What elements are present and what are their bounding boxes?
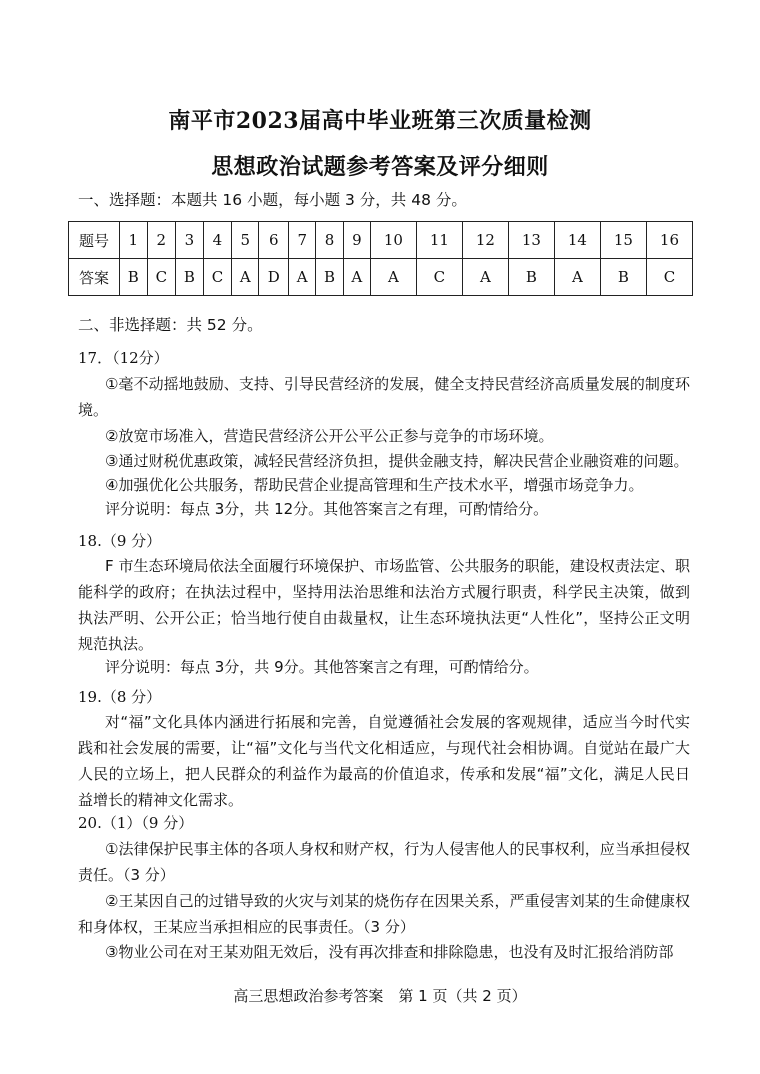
- answer-cell: B: [316, 259, 344, 296]
- question-number-cell: 4: [203, 222, 232, 259]
- question-17-point-4: ④加强优化公共服务，帮助民营企业提高管理和生产技术水平，增强市场竞争力。: [105, 476, 644, 494]
- answer-cell: C: [646, 259, 692, 296]
- question-number-cell: 15: [600, 222, 646, 259]
- page-footer: 高三思想政治参考答案 第 1 页（共 2 页）: [233, 987, 527, 1005]
- question-17-label: 17．（12分）: [78, 349, 169, 367]
- answer-cell: C: [203, 259, 232, 296]
- question-17-point-2: ②放宽市场准入，营造民营经济公开公平公正参与竞争的市场环境。: [105, 427, 554, 445]
- question-number-cell: 3: [176, 222, 204, 259]
- question-number-cell: 5: [232, 222, 259, 259]
- question-18-label: 18.（9 分）: [78, 532, 162, 550]
- question-20-point-1: ①法律保护民事主体的各项人身权和财产权，行为人侵害他人的民事权利，应当承担侵权责任。（3 分）: [78, 840, 690, 884]
- answer-cell: D: [259, 259, 289, 296]
- question-20-point-3: ③物业公司在对王某劝阻无效后，没有再次排查和排除隐患，也没有及时汇报给消防部: [105, 943, 674, 961]
- question-number-cell: 1: [120, 222, 148, 259]
- question-18-scoring-note: 评分说明：每点 3分，共 9分。其他答案言之有理，可酌情给分。: [105, 658, 539, 676]
- section-1-heading: 一、选择题：本题共 16 小题，每小题 3 分，共 48 分。: [78, 191, 467, 209]
- question-number-cell: 7: [289, 222, 316, 259]
- page-title: 南平市2023届高中毕业班第三次质量检测: [168, 108, 592, 134]
- question-number-cell: 8: [316, 222, 344, 259]
- question-number-cell: 9: [343, 222, 370, 259]
- answer-table: [68, 221, 693, 296]
- question-number-cell: 6: [259, 222, 289, 259]
- answer-cell: B: [600, 259, 646, 296]
- answer-cell: A: [462, 259, 508, 296]
- question-number-cell: 2: [147, 222, 176, 259]
- table-row-label: 题号: [69, 222, 120, 259]
- question-number-cell: 14: [554, 222, 600, 259]
- table-row-label: 答案: [69, 259, 120, 296]
- table-row-answers: [69, 259, 693, 296]
- answer-cell: A: [370, 259, 416, 296]
- answer-cell: B: [176, 259, 204, 296]
- answer-cell: A: [232, 259, 259, 296]
- question-number-cell: 11: [416, 222, 462, 259]
- question-17-point-3: ③通过财税优惠政策，减轻民营经济负担，提供金融支持，解决民营企业融资难的问题。: [105, 452, 689, 470]
- answer-cell: C: [416, 259, 462, 296]
- question-19-label: 19.（8 分）: [78, 688, 162, 706]
- answer-cell: A: [554, 259, 600, 296]
- question-17-point-1: ①毫不动摇地鼓励、支持、引导民营经济的发展，健全支持民营经济高质量发展的制度环境。: [78, 375, 690, 419]
- question-18-answer: F 市生态环境局依法全面履行环境保护、市场监管、公共服务的职能，建设权责法定、职能科学的政府；在执法过程中，坚持用法治思维和法治方式履行职责，科学民主决策，做到执法严明、公开公正；恰当地行使自由裁量权，让生态环境执法更“人性化”，坚持公正文明规范执法。: [78, 557, 690, 653]
- page-subtitle: 思想政治试题参考答案及评分细则: [211, 154, 549, 180]
- answer-cell: A: [343, 259, 370, 296]
- question-20-point-2: ②王某因自己的过错导致的火灾与刘某的烧伤存在因果关系，严重侵害刘某的生命健康权和身体权，王某应当承担相应的民事责任。（3 分）: [78, 892, 690, 936]
- question-number-cell: 16: [646, 222, 692, 259]
- question-number-cell: 10: [370, 222, 416, 259]
- question-number-cell: 12: [462, 222, 508, 259]
- answer-cell: B: [120, 259, 148, 296]
- question-number-cell: 13: [508, 222, 554, 259]
- section-2-heading: 二、非选择题：共 52 分。: [78, 316, 263, 334]
- question-17-scoring-note: 评分说明：每点 3分，共 12分。其他答案言之有理，可酌情给分。: [105, 500, 549, 518]
- question-20-label: 20.（1）（9 分）: [78, 814, 194, 832]
- table-row-numbers: [69, 222, 693, 259]
- answer-cell: B: [508, 259, 554, 296]
- answer-cell: C: [147, 259, 176, 296]
- answer-cell: A: [289, 259, 316, 296]
- question-19-answer: 对“福”文化具体内涵进行拓展和完善，自觉遵循社会发展的客观规律，适应当今时代实践和社会发展的需要，让“福”文化与当代文化相适应，与现代社会相协调。自觉站在最广大人民的立场上，把人民群众的利益作为最高的价值追求，传承和发展“福”文化，满足人民日益增长的精神文化需求。: [78, 713, 690, 809]
